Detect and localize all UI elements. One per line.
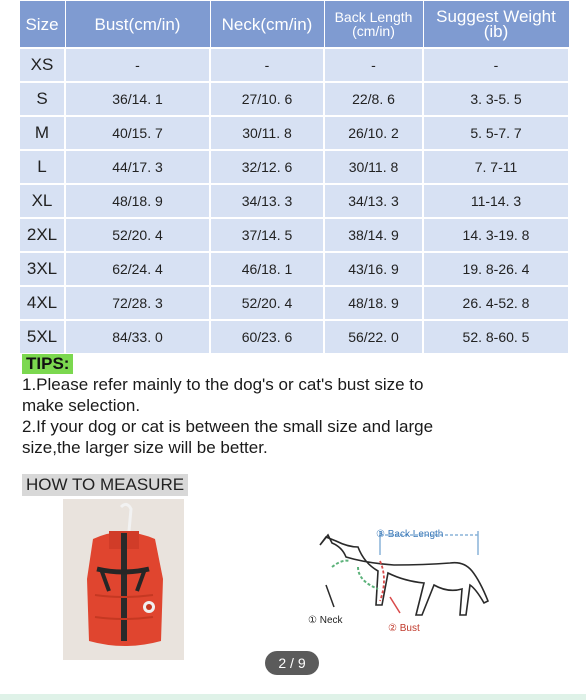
tip-line-2: make selection. — [22, 396, 141, 415]
size-cell: 4XL — [19, 286, 65, 320]
neck-cell: 27/10. 6 — [210, 82, 324, 116]
weight-cell: 11-14. 3 — [423, 184, 569, 218]
neck-cell: - — [210, 48, 324, 82]
tips-label: TIPS: — [22, 354, 73, 374]
header-back-length-line2: (cm/in) — [352, 23, 395, 39]
back-length-cell: 56/22. 0 — [324, 320, 423, 354]
neck-cell: 32/12. 6 — [210, 150, 324, 184]
size-cell: S — [19, 82, 65, 116]
table-row — [19, 48, 569, 82]
back-length-label: ③ Back Length — [376, 529, 444, 540]
weight-cell: 52. 8-60. 5 — [423, 320, 569, 354]
size-cell: 3XL — [19, 252, 65, 286]
size-cell: XS — [19, 48, 65, 82]
tip-line-1: 1.Please refer mainly to the dog's or cat's bust size to — [22, 375, 424, 394]
bust-cell: 36/14. 1 — [65, 82, 210, 116]
neck-cell: 37/14. 5 — [210, 218, 324, 252]
bust-cell: 48/18. 9 — [65, 184, 210, 218]
weight-cell: 3. 3-5. 5 — [423, 82, 569, 116]
header-weight-line2: (ib) — [483, 22, 509, 41]
weight-cell: 7. 7-11 — [423, 150, 569, 184]
back-length-cell: - — [324, 48, 423, 82]
neck-cell: 34/13. 3 — [210, 184, 324, 218]
dog-measurement-diagram — [298, 515, 508, 645]
bust-cell: 62/24. 4 — [65, 252, 210, 286]
how-to-measure-label: HOW TO MEASURE — [22, 474, 188, 496]
table-row — [19, 320, 569, 354]
size-chart-table — [18, 0, 570, 355]
table-row — [19, 286, 569, 320]
size-cell: 5XL — [19, 320, 65, 354]
size-cell: L — [19, 150, 65, 184]
table-row — [19, 184, 569, 218]
size-cell: 2XL — [19, 218, 65, 252]
weight-cell: - — [423, 48, 569, 82]
red-dog-vest-photo — [63, 499, 184, 660]
back-length-cell: 43/16. 9 — [324, 252, 423, 286]
table-header-row — [19, 1, 569, 49]
bust-cell: - — [65, 48, 210, 82]
neck-label: ① Neck — [308, 615, 343, 626]
header-size: Size — [19, 1, 65, 49]
table-row — [19, 218, 569, 252]
weight-cell: 5. 5-7. 7 — [423, 116, 569, 150]
header-back-length-line1: Back Length — [334, 9, 413, 25]
table-row — [19, 116, 569, 150]
vest-image-icon — [63, 499, 184, 660]
bust-cell: 40/15. 7 — [65, 116, 210, 150]
tip-line-3: 2.If your dog or cat is between the small size and large — [22, 417, 434, 436]
back-length-cell: 38/14. 9 — [324, 218, 423, 252]
bottom-bar — [0, 694, 586, 700]
bust-cell: 72/28. 3 — [65, 286, 210, 320]
table-row — [19, 252, 569, 286]
image-pager-indicator: 2 / 9 — [265, 651, 319, 675]
neck-cell: 52/20. 4 — [210, 286, 324, 320]
back-length-cell: 26/10. 2 — [324, 116, 423, 150]
bust-cell: 84/33. 0 — [65, 320, 210, 354]
bust-label: ② Bust — [388, 623, 420, 634]
bust-cell: 52/20. 4 — [65, 218, 210, 252]
neck-cell: 60/23. 6 — [210, 320, 324, 354]
header-bust: Bust(cm/in) — [65, 1, 210, 49]
back-length-cell: 48/18. 9 — [324, 286, 423, 320]
tips-section — [22, 354, 567, 458]
header-weight-line1: Suggest Weight — [436, 7, 556, 26]
back-length-cell: 22/8. 6 — [324, 82, 423, 116]
dog-outline-icon — [298, 515, 508, 645]
header-back-length — [324, 1, 423, 49]
back-length-cell: 34/13. 3 — [324, 184, 423, 218]
back-length-cell: 30/11. 8 — [324, 150, 423, 184]
neck-cell: 30/11. 8 — [210, 116, 324, 150]
table-row — [19, 150, 569, 184]
size-cell: XL — [19, 184, 65, 218]
neck-cell: 46/18. 1 — [210, 252, 324, 286]
tip-line-4: size,the larger size will be better. — [22, 438, 268, 457]
size-cell: M — [19, 116, 65, 150]
table-row — [19, 82, 569, 116]
header-suggest-weight — [423, 1, 569, 49]
weight-cell: 26. 4-52. 8 — [423, 286, 569, 320]
header-neck: Neck(cm/in) — [210, 1, 324, 49]
weight-cell: 14. 3-19. 8 — [423, 218, 569, 252]
weight-cell: 19. 8-26. 4 — [423, 252, 569, 286]
bust-cell: 44/17. 3 — [65, 150, 210, 184]
